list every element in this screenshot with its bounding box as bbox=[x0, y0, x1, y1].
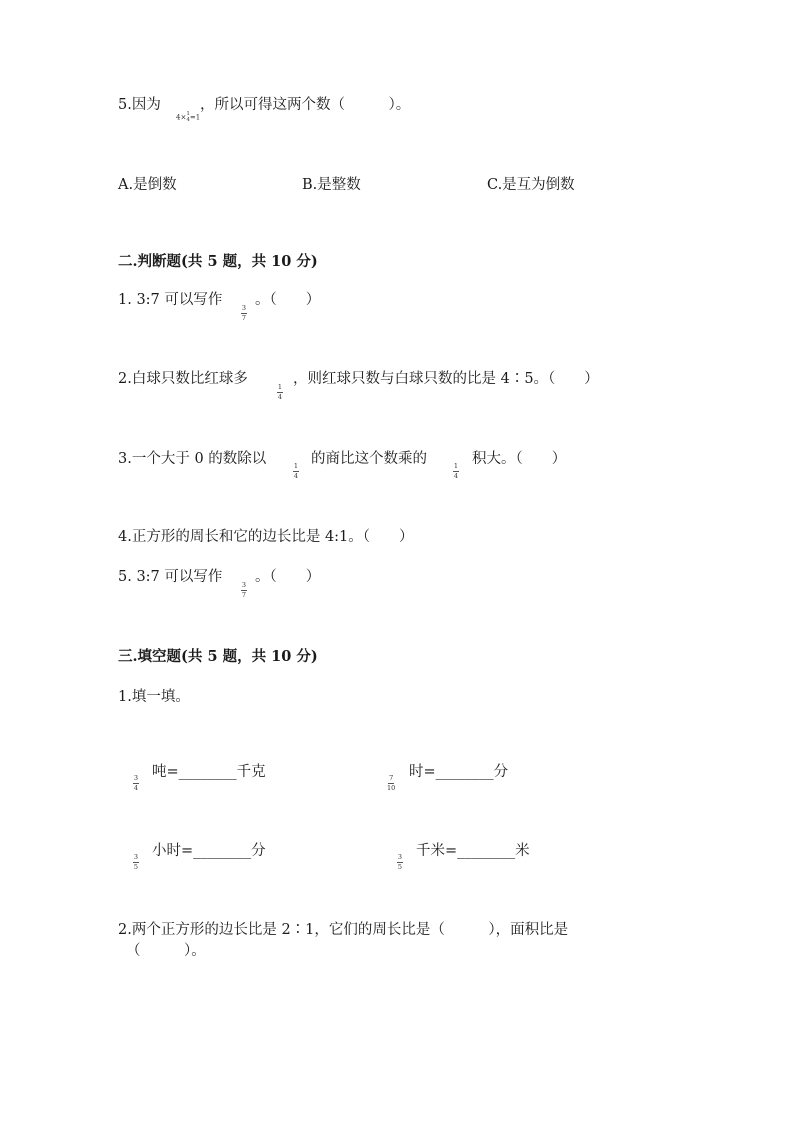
s2-item5-prefix: 5. 3:7 可以写作 bbox=[118, 569, 223, 585]
s2-item2-suffix: ，则红球只数与白球只数的比是 4∶5。（ ） bbox=[293, 371, 599, 387]
fraction-denominator: 5 bbox=[397, 863, 403, 871]
q5-eq-num: 1 bbox=[186, 111, 190, 117]
s3-blank2-fraction bbox=[387, 775, 395, 792]
fraction-denominator: 4 bbox=[277, 393, 283, 401]
s3-q2-line1: 2.两个正方形的边长比是 2∶1，它们的周长比是（ ），面积比是 bbox=[118, 922, 569, 938]
fraction-denominator: 7 bbox=[241, 591, 247, 599]
fraction-denominator: 5 bbox=[133, 863, 139, 871]
fraction-numerator: 3 bbox=[241, 304, 247, 312]
s3-blank4-fraction bbox=[397, 854, 403, 871]
s2-item3-suffix: 积大。（ ） bbox=[472, 451, 567, 467]
s3-blank4-text: 千米=________米 bbox=[416, 843, 530, 859]
s2-item2-fraction bbox=[277, 384, 283, 401]
fraction-numerator: 3 bbox=[397, 853, 403, 861]
q5-option-b: B.是整数 bbox=[302, 177, 361, 193]
s2-item3-mid: 的商比这个数乘的 bbox=[311, 451, 427, 467]
fraction-numerator: 1 bbox=[277, 383, 283, 391]
fraction-denominator: 7 bbox=[241, 314, 247, 322]
s3-blank2-text: 时=________分 bbox=[409, 764, 509, 780]
q5-eq-lead: 4× bbox=[176, 113, 187, 122]
s2-item2-prefix: 2.白球只数比红球多 bbox=[118, 371, 248, 387]
fraction-denominator: 10 bbox=[387, 784, 396, 792]
q5-option-c: C.是互为倒数 bbox=[487, 177, 575, 193]
fraction-numerator: 3 bbox=[133, 774, 139, 782]
s2-item4: 4.正方形的周长和它的边长比是 4:1。（ ） bbox=[118, 529, 414, 545]
q5-equation bbox=[176, 112, 200, 123]
q5-eq-den: 4 bbox=[186, 116, 190, 123]
s3-q2-line2: （ ）。 bbox=[126, 943, 206, 959]
fraction-denominator: 4 bbox=[453, 472, 459, 480]
s3-q1-title: 1.填一填。 bbox=[118, 689, 190, 705]
fraction-numerator: 1 bbox=[293, 462, 299, 470]
q5-option-a: A.是倒数 bbox=[118, 177, 177, 193]
fraction-numerator: 1 bbox=[453, 462, 459, 470]
s3-blank1-text: 吨=________千克 bbox=[152, 764, 266, 780]
q5-prefix: 5.因为 bbox=[118, 97, 161, 113]
fraction-numerator: 3 bbox=[241, 581, 247, 589]
q5-suffix: ，所以可得这两个数（ ）。 bbox=[200, 97, 411, 113]
s2-item1-prefix: 1. 3:7 可以写作 bbox=[118, 292, 223, 308]
section2-heading: 二.判断题(共 5 题，共 10 分) bbox=[118, 253, 318, 270]
fraction-numerator: 3 bbox=[133, 853, 139, 861]
s2-item5-suffix: 。（ ） bbox=[255, 569, 321, 585]
s3-blank1-fraction bbox=[133, 775, 139, 792]
section3-heading: 三.填空题(共 5 题，共 10 分) bbox=[118, 648, 318, 665]
s2-item3-prefix: 3.一个大于 0 的数除以 bbox=[118, 451, 267, 467]
fraction-denominator: 4 bbox=[133, 784, 139, 792]
s2-item5-fraction bbox=[241, 582, 247, 599]
s3-blank3-fraction bbox=[133, 854, 139, 871]
s2-item1-suffix: 。（ ） bbox=[255, 292, 321, 308]
fraction-numerator: 7 bbox=[389, 774, 394, 782]
s2-item3-fraction-1 bbox=[293, 463, 299, 480]
fraction-denominator: 4 bbox=[293, 472, 299, 480]
s2-item1-fraction bbox=[241, 305, 247, 322]
s2-item3-fraction-2 bbox=[453, 463, 459, 480]
q5-eq-tail: =1 bbox=[189, 113, 201, 122]
s3-blank3-text: 小时=________分 bbox=[152, 843, 266, 859]
